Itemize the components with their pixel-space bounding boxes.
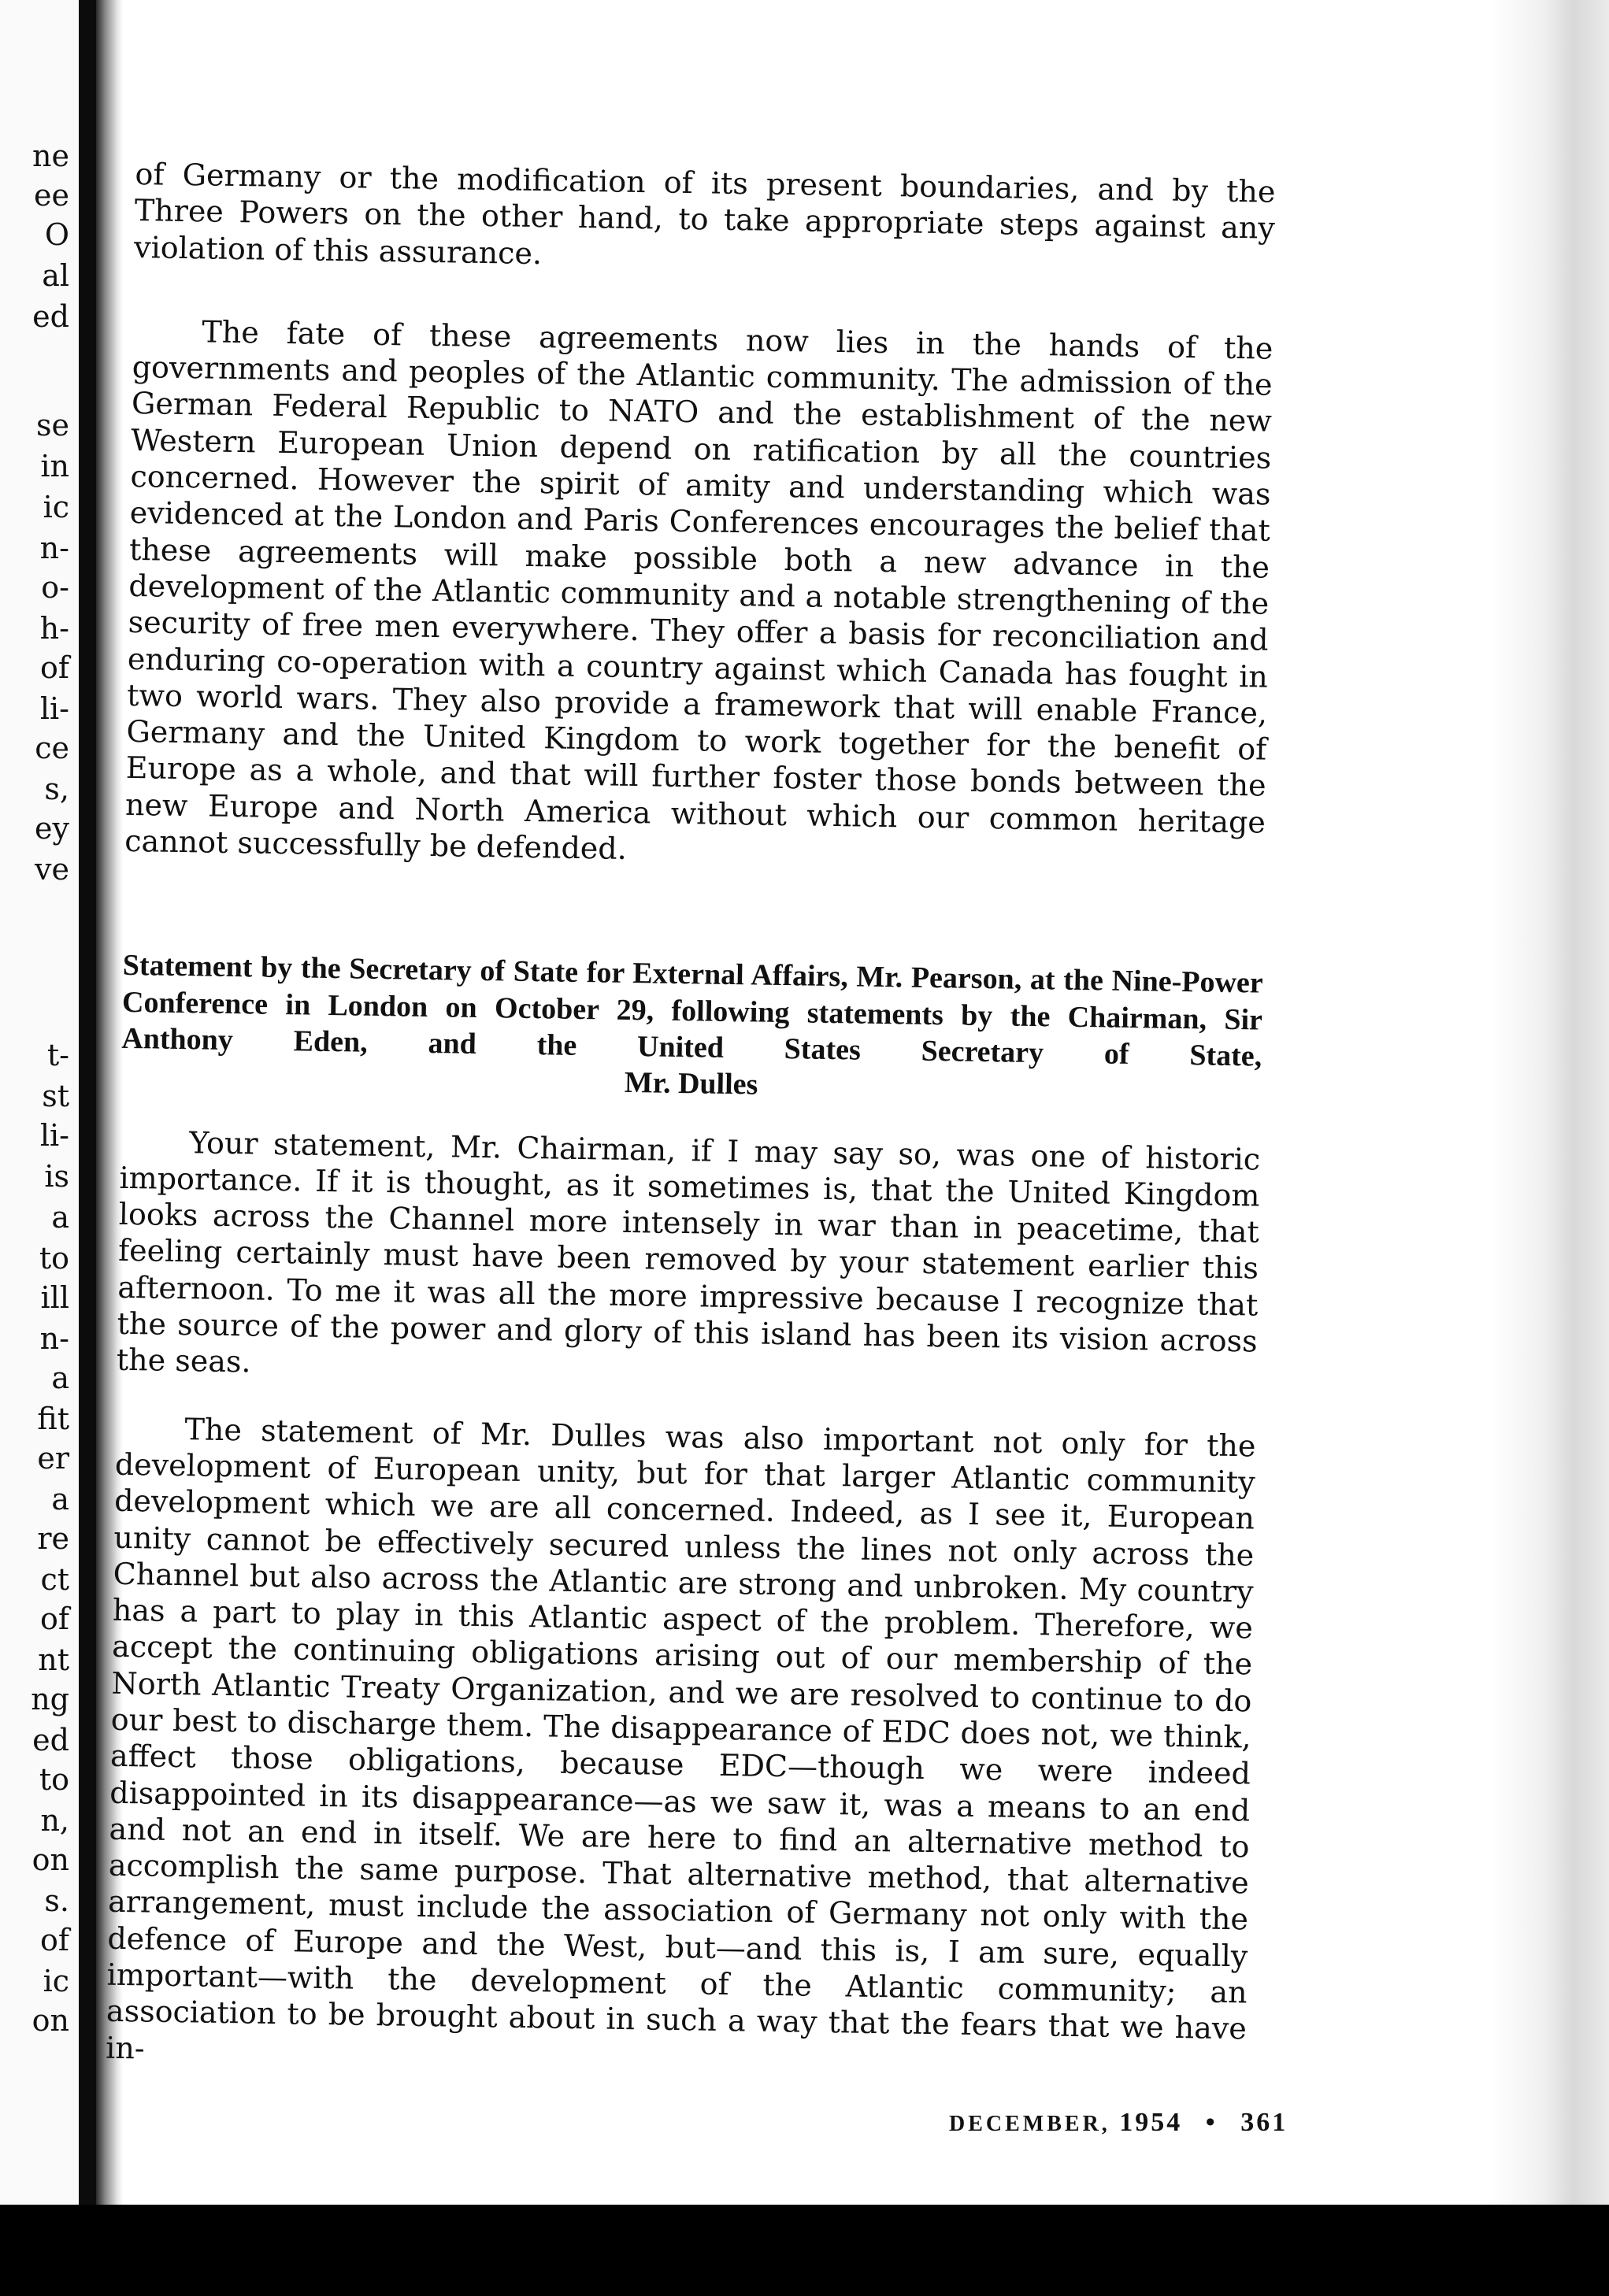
facing-page-fragment: s.: [44, 1883, 69, 1918]
facing-page-fragment: ic: [43, 490, 69, 524]
facing-page-fragment: ic: [43, 1964, 69, 1998]
statement-heading-name: Mr. Dulles: [624, 1066, 758, 1102]
facing-page-fragment: ve: [35, 852, 69, 887]
chairman-statement-paragraph: Your statement, Mr. Chairman, if I may say so, was one of historic importance. If it is thought, as it sometimes is, that the United Kingdom looks across the Channel more intensely in war than in peacetime, that feeling certainly must have been removed by your statement earlier this afternoon. To me it was all the more impressive because I recognize that the source of the power and glory of this island has been its vision across the seas.: [116, 1124, 1261, 1379]
facing-page-fragment: ng: [31, 1682, 69, 1716]
facing-page-fragment: to: [39, 1241, 69, 1276]
facing-page-fragment: o-: [41, 570, 69, 605]
facing-page-fragment: re: [37, 1521, 69, 1556]
statement-heading-block: [120, 947, 1263, 1111]
facing-page-fragment: ee: [34, 178, 69, 213]
facing-page-fragment: a: [51, 1482, 69, 1516]
facing-page-fragment: on: [32, 1842, 69, 1877]
facing-page-fragment: ed: [32, 1723, 69, 1757]
right-page-edge: [1491, 0, 1609, 2296]
facing-page-fragment: O: [44, 217, 69, 252]
facing-page-fragment: ed: [32, 299, 69, 334]
facing-page-fragment: ct: [40, 1562, 69, 1597]
facing-page-fragment: n-: [39, 531, 69, 565]
footer-year: 1954: [1119, 2108, 1183, 2137]
facing-page-fragment: s,: [44, 772, 69, 806]
facing-page-fragment: li-: [39, 1118, 69, 1153]
agreements-fate-paragraph: The fate of these agreements now lies in the hands of the governments and peoples of the Atlantic community. The admission of the German Federal Republic to NATO and the establishment of the new Western European Union depend on ratification by all the countries concerned. However the spirit of amity and understanding which was evidenced at the London and Paris Conferences encourages the belief that these agreements will make possible both a new advance in the development of the Atlantic community and a notable strengthening of the security of free men everywhere. They offer a basis for reconciliation and enduring co-operation with a country against which Canada has fought in two world wars. They also provide a framework that will enable France, Germany and the United Kingdom to work together for the benefit of Europe as a whole, and that will further foster those bonds between the new Europe and North America without which our common heritage cannot successfully be defended.: [124, 314, 1273, 866]
facing-page-fragment: li-: [39, 691, 69, 726]
facing-page-fragment: t-: [46, 1038, 69, 1072]
page-footer: [949, 2108, 1288, 2138]
facing-page-fragment: h-: [39, 611, 69, 646]
facing-page-fragment: of: [40, 1602, 69, 1636]
footer-separator: •: [1205, 2108, 1218, 2137]
facing-page-strip: [0, 0, 79, 2220]
facing-page-fragment: to: [39, 1762, 69, 1797]
facing-page-fragment: n,: [40, 1803, 69, 1838]
facing-page-fragment: n-: [39, 1321, 69, 1356]
facing-page-fragment: nt: [38, 1642, 69, 1677]
facing-page-fragment: on: [32, 2003, 69, 2038]
facing-page-fragment: in: [40, 449, 69, 483]
facing-page-fragment: er: [37, 1441, 69, 1476]
statement-heading-text: Statement by the Secretary of State for External Affairs, Mr. Pearson, at the Nine-Power Conference in London on October 29, following statements by the Chairman, Sir Anthony Eden, and the United States Secretary of State,: [121, 949, 1263, 1073]
statement-heading: [120, 947, 1263, 1111]
facing-page-fragment: al: [42, 258, 69, 293]
page-gutter: [79, 0, 96, 2296]
facing-page-fragment: ill: [40, 1280, 69, 1315]
facing-page-fragment: ce: [35, 731, 69, 765]
page-number: 361: [1240, 2108, 1288, 2137]
facing-page-fragment: fit: [37, 1402, 69, 1436]
facing-page-fragment: ne: [32, 139, 69, 173]
facing-page-fragment: of: [40, 650, 69, 685]
facing-page-fragment: ey: [35, 811, 69, 846]
footer-month: DECEMBER,: [949, 2112, 1110, 2136]
article-column: [106, 156, 1276, 2083]
facing-page-fragment: a: [51, 1200, 69, 1235]
facing-page-fragment: st: [42, 1079, 69, 1113]
facing-page-fragment: se: [36, 408, 69, 443]
facing-page-fragment: is: [44, 1159, 69, 1194]
scan-bottom-border: [0, 2205, 1609, 2296]
facing-page-fragment: a: [51, 1361, 69, 1395]
dulles-statement-paragraph: The statement of Mr. Dulles was also important not only for the development of European unity, but for that larger Atlantic community development which we are all concerned. Indeed, as I see it, European unity cannot be effectively secured unless the lines not only across the Channel but also across the Atlantic are strong and unbroken. My country has a part to play in this Atlantic aspect of the problem. Therefore, we accept the continuing obligations arising out of our membership of the North Atlantic Treaty Organization, and we are resolved to continue to do our best to discharge them. The disappearance of EDC does not, we think, affect those obligations, because EDC—though we were indeed disappointed in its disappearance—as we saw it, was a means to an end and not an end in itself. We are here to find an alternative method to accomplish the same purpose. That alternative method, that alternative arrangement, must include the association of Germany not only with the defence of Europe and the West, but—and this is, I am sure, equally important—with the development of the Atlantic community; an association to be brought about in such a way that the fears that we have in-: [105, 1411, 1256, 2066]
continuation-paragraph: of Germany or the modification of its present boundaries, and by the Three Powers on the other hand, to take appropriate steps against any violation of this assurance.: [133, 156, 1276, 271]
facing-page-fragment: of: [40, 1923, 69, 1957]
